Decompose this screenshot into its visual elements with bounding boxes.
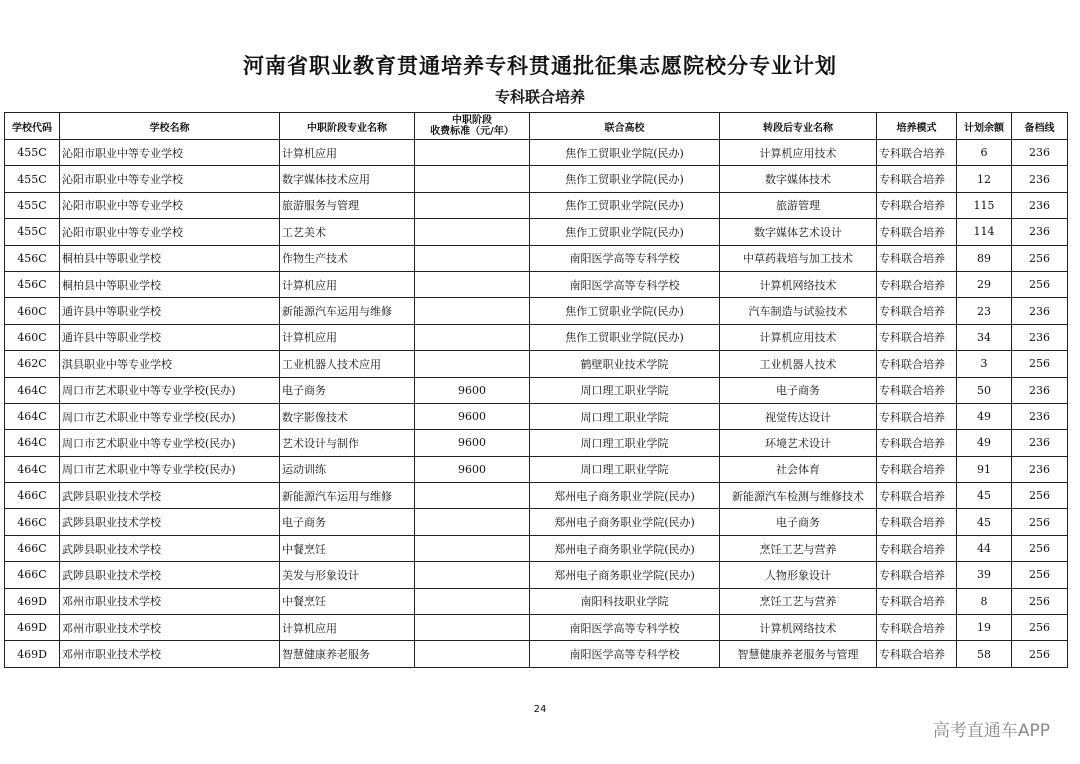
cell-school-name: 武陟县职业技术学校 — [60, 509, 280, 535]
table-row — [5, 245, 1068, 271]
cell-school-code: 460C — [5, 298, 60, 324]
table-row — [5, 403, 1068, 429]
table-row — [5, 351, 1068, 377]
cell-school-name: 桐柏县中等职业学校 — [60, 271, 280, 297]
document-title: 河南省职业教育贯通培养专科贯通批征集志愿院校分专业计划 — [243, 54, 837, 78]
header-partner: 联合高校 — [530, 113, 720, 140]
cell-after-major: 汽车制造与试验技术 — [720, 298, 877, 324]
cell-remaining: 114 — [957, 219, 1012, 245]
cell-school-code: 464C — [5, 430, 60, 456]
cell-major: 旅游服务与管理 — [280, 192, 415, 218]
cell-partner: 郑州电子商务职业学院(民办) — [530, 509, 720, 535]
cell-remaining: 34 — [957, 324, 1012, 350]
cell-major: 新能源汽车运用与维修 — [280, 298, 415, 324]
cell-remaining: 91 — [957, 456, 1012, 482]
header-line: 备档线 — [1012, 113, 1068, 140]
cell-fee — [415, 219, 530, 245]
cell-line: 236 — [1012, 430, 1068, 456]
cell-school-code: 469D — [5, 641, 60, 667]
cell-partner: 焦作工贸职业学院(民办) — [530, 192, 720, 218]
cell-mode: 专科联合培养 — [877, 192, 957, 218]
cell-mode: 专科联合培养 — [877, 377, 957, 403]
cell-school-code: 462C — [5, 351, 60, 377]
table-row — [5, 588, 1068, 614]
header-school-name: 学校名称 — [60, 113, 280, 140]
cell-fee — [415, 588, 530, 614]
cell-partner: 鹤壁职业技术学院 — [530, 351, 720, 377]
cell-school-code: 456C — [5, 271, 60, 297]
table-header-row — [5, 113, 1068, 140]
header-mode: 培养模式 — [877, 113, 957, 140]
cell-school-name: 邓州市职业技术学校 — [60, 615, 280, 641]
cell-major: 计算机应用 — [280, 271, 415, 297]
cell-partner: 焦作工贸职业学院(民办) — [530, 166, 720, 192]
cell-line: 236 — [1012, 219, 1068, 245]
cell-remaining: 115 — [957, 192, 1012, 218]
cell-partner: 南阳医学高等专科学校 — [530, 245, 720, 271]
plan-table — [4, 112, 1068, 668]
cell-school-code: 464C — [5, 377, 60, 403]
cell-major: 计算机应用 — [280, 615, 415, 641]
cell-after-major: 数字媒体艺术设计 — [720, 219, 877, 245]
cell-after-major: 电子商务 — [720, 377, 877, 403]
cell-line: 256 — [1012, 245, 1068, 271]
cell-mode: 专科联合培养 — [877, 271, 957, 297]
cell-line: 236 — [1012, 166, 1068, 192]
cell-school-name: 通许县中等职业学校 — [60, 324, 280, 350]
cell-remaining: 23 — [957, 298, 1012, 324]
cell-mode: 专科联合培养 — [877, 535, 957, 561]
cell-partner: 南阳科技职业学院 — [530, 588, 720, 614]
cell-partner: 郑州电子商务职业学院(民办) — [530, 483, 720, 509]
cell-line: 256 — [1012, 483, 1068, 509]
cell-after-major: 计算机网络技术 — [720, 615, 877, 641]
cell-major: 数字影像技术 — [280, 403, 415, 429]
cell-school-code: 466C — [5, 535, 60, 561]
cell-major: 艺术设计与制作 — [280, 430, 415, 456]
cell-after-major: 视觉传达设计 — [720, 403, 877, 429]
cell-mode: 专科联合培养 — [877, 509, 957, 535]
cell-fee — [415, 483, 530, 509]
cell-school-code: 455C — [5, 140, 60, 166]
table-row — [5, 192, 1068, 218]
cell-line: 256 — [1012, 588, 1068, 614]
cell-major: 新能源汽车运用与维修 — [280, 483, 415, 509]
cell-fee — [415, 324, 530, 350]
cell-major: 美发与形象设计 — [280, 562, 415, 588]
cell-fee: 9600 — [415, 377, 530, 403]
cell-school-name: 沁阳市职业中等专业学校 — [60, 166, 280, 192]
cell-after-major: 工业机器人技术 — [720, 351, 877, 377]
table-row — [5, 271, 1068, 297]
cell-line: 256 — [1012, 615, 1068, 641]
cell-partner: 焦作工贸职业学院(民办) — [530, 298, 720, 324]
cell-major: 运动训练 — [280, 456, 415, 482]
cell-major: 电子商务 — [280, 509, 415, 535]
watermark: 高考直通车APP — [932, 721, 1050, 741]
cell-partner: 周口理工职业学院 — [530, 377, 720, 403]
table-row — [5, 562, 1068, 588]
cell-school-code: 464C — [5, 456, 60, 482]
cell-after-major: 计算机应用技术 — [720, 140, 877, 166]
cell-fee — [415, 140, 530, 166]
table-row — [5, 509, 1068, 535]
cell-remaining: 19 — [957, 615, 1012, 641]
cell-line: 256 — [1012, 509, 1068, 535]
cell-mode: 专科联合培养 — [877, 166, 957, 192]
table-row — [5, 615, 1068, 641]
cell-major: 作物生产技术 — [280, 245, 415, 271]
cell-line: 236 — [1012, 298, 1068, 324]
cell-major: 工业机器人技术应用 — [280, 351, 415, 377]
cell-mode: 专科联合培养 — [877, 298, 957, 324]
document-subtitle: 专科联合培养 — [494, 88, 585, 106]
cell-line: 256 — [1012, 535, 1068, 561]
header-remaining: 计划余额 — [957, 113, 1012, 140]
cell-fee — [415, 245, 530, 271]
cell-school-name: 周口市艺术职业中等专业学校(民办) — [60, 456, 280, 482]
cell-fee — [415, 615, 530, 641]
cell-mode: 专科联合培养 — [877, 324, 957, 350]
table-body — [5, 140, 1068, 668]
cell-remaining: 29 — [957, 271, 1012, 297]
cell-school-name: 沁阳市职业中等专业学校 — [60, 219, 280, 245]
page-number: 24 — [533, 704, 547, 715]
table-row — [5, 641, 1068, 667]
cell-remaining: 8 — [957, 588, 1012, 614]
cell-school-name: 周口市艺术职业中等专业学校(民办) — [60, 403, 280, 429]
table-row — [5, 456, 1068, 482]
cell-remaining: 58 — [957, 641, 1012, 667]
cell-after-major: 智慧健康养老服务与管理 — [720, 641, 877, 667]
cell-school-name: 沁阳市职业中等专业学校 — [60, 192, 280, 218]
cell-partner: 周口理工职业学院 — [530, 430, 720, 456]
header-fee — [415, 113, 530, 140]
header-fee-line2: 收费标准（元/年） — [430, 126, 514, 137]
cell-major: 电子商务 — [280, 377, 415, 403]
cell-school-code: 466C — [5, 483, 60, 509]
cell-school-name: 周口市艺术职业中等专业学校(民办) — [60, 377, 280, 403]
cell-school-code: 466C — [5, 509, 60, 535]
cell-mode: 专科联合培养 — [877, 245, 957, 271]
cell-school-name: 淇县职业中等专业学校 — [60, 351, 280, 377]
cell-line: 256 — [1012, 641, 1068, 667]
cell-fee — [415, 351, 530, 377]
cell-mode: 专科联合培养 — [877, 562, 957, 588]
cell-partner: 南阳医学高等专科学校 — [530, 271, 720, 297]
cell-after-major: 环境艺术设计 — [720, 430, 877, 456]
cell-remaining: 39 — [957, 562, 1012, 588]
cell-remaining: 44 — [957, 535, 1012, 561]
cell-fee — [415, 535, 530, 561]
cell-fee — [415, 509, 530, 535]
cell-major: 计算机应用 — [280, 324, 415, 350]
cell-school-code: 466C — [5, 562, 60, 588]
cell-line: 236 — [1012, 192, 1068, 218]
cell-partner: 郑州电子商务职业学院(民办) — [530, 535, 720, 561]
cell-after-major: 人物形象设计 — [720, 562, 877, 588]
cell-partner: 焦作工贸职业学院(民办) — [530, 324, 720, 350]
table-row — [5, 430, 1068, 456]
cell-mode: 专科联合培养 — [877, 615, 957, 641]
cell-fee: 9600 — [415, 456, 530, 482]
cell-mode: 专科联合培养 — [877, 430, 957, 456]
cell-school-name: 邓州市职业技术学校 — [60, 641, 280, 667]
cell-line: 256 — [1012, 271, 1068, 297]
cell-after-major: 社会体育 — [720, 456, 877, 482]
cell-after-major: 计算机应用技术 — [720, 324, 877, 350]
cell-mode: 专科联合培养 — [877, 641, 957, 667]
cell-remaining: 45 — [957, 509, 1012, 535]
table-row — [5, 483, 1068, 509]
cell-line: 256 — [1012, 562, 1068, 588]
cell-fee — [415, 298, 530, 324]
cell-remaining: 45 — [957, 483, 1012, 509]
cell-line: 236 — [1012, 403, 1068, 429]
cell-partner: 南阳医学高等专科学校 — [530, 615, 720, 641]
cell-after-major: 旅游管理 — [720, 192, 877, 218]
cell-school-name: 武陟县职业技术学校 — [60, 535, 280, 561]
table-row — [5, 298, 1068, 324]
cell-remaining: 49 — [957, 403, 1012, 429]
cell-major: 计算机应用 — [280, 140, 415, 166]
cell-school-code: 455C — [5, 166, 60, 192]
cell-partner: 郑州电子商务职业学院(民办) — [530, 562, 720, 588]
cell-after-major: 计算机网络技术 — [720, 271, 877, 297]
cell-mode: 专科联合培养 — [877, 456, 957, 482]
cell-remaining: 89 — [957, 245, 1012, 271]
header-school-code: 学校代码 — [5, 113, 60, 140]
cell-remaining: 3 — [957, 351, 1012, 377]
cell-major: 中餐烹饪 — [280, 535, 415, 561]
cell-major: 智慧健康养老服务 — [280, 641, 415, 667]
cell-mode: 专科联合培养 — [877, 351, 957, 377]
cell-school-name: 邓州市职业技术学校 — [60, 588, 280, 614]
cell-school-code: 464C — [5, 403, 60, 429]
cell-fee — [415, 166, 530, 192]
cell-fee: 9600 — [415, 403, 530, 429]
cell-school-name: 沁阳市职业中等专业学校 — [60, 140, 280, 166]
cell-partner: 南阳医学高等专科学校 — [530, 641, 720, 667]
cell-school-name: 通许县中等职业学校 — [60, 298, 280, 324]
cell-school-code: 455C — [5, 192, 60, 218]
cell-mode: 专科联合培养 — [877, 219, 957, 245]
header-after-major: 转段后专业名称 — [720, 113, 877, 140]
cell-mode: 专科联合培养 — [877, 403, 957, 429]
cell-line: 236 — [1012, 377, 1068, 403]
cell-school-code: 455C — [5, 219, 60, 245]
cell-after-major: 烹饪工艺与营养 — [720, 588, 877, 614]
cell-major: 数字媒体技术应用 — [280, 166, 415, 192]
table-row — [5, 219, 1068, 245]
cell-school-code: 469D — [5, 588, 60, 614]
cell-fee — [415, 641, 530, 667]
cell-school-code: 460C — [5, 324, 60, 350]
table-row — [5, 377, 1068, 403]
cell-school-name: 周口市艺术职业中等专业学校(民办) — [60, 430, 280, 456]
cell-after-major: 烹饪工艺与营养 — [720, 535, 877, 561]
cell-after-major: 电子商务 — [720, 509, 877, 535]
cell-school-name: 桐柏县中等职业学校 — [60, 245, 280, 271]
cell-line: 236 — [1012, 324, 1068, 350]
cell-school-name: 武陟县职业技术学校 — [60, 562, 280, 588]
cell-major: 中餐烹饪 — [280, 588, 415, 614]
cell-school-name: 武陟县职业技术学校 — [60, 483, 280, 509]
cell-fee: 9600 — [415, 430, 530, 456]
cell-line: 236 — [1012, 140, 1068, 166]
cell-major: 工艺美术 — [280, 219, 415, 245]
table-row — [5, 324, 1068, 350]
cell-school-code: 456C — [5, 245, 60, 271]
cell-remaining: 49 — [957, 430, 1012, 456]
cell-mode: 专科联合培养 — [877, 140, 957, 166]
table-row — [5, 166, 1068, 192]
cell-line: 256 — [1012, 351, 1068, 377]
cell-after-major: 数字媒体技术 — [720, 166, 877, 192]
cell-remaining: 12 — [957, 166, 1012, 192]
cell-after-major: 中草药栽培与加工技术 — [720, 245, 877, 271]
header-major: 中职阶段专业名称 — [280, 113, 415, 140]
cell-partner: 焦作工贸职业学院(民办) — [530, 219, 720, 245]
cell-mode: 专科联合培养 — [877, 483, 957, 509]
cell-fee — [415, 192, 530, 218]
cell-mode: 专科联合培养 — [877, 588, 957, 614]
cell-remaining: 6 — [957, 140, 1012, 166]
cell-partner: 周口理工职业学院 — [530, 456, 720, 482]
cell-partner: 周口理工职业学院 — [530, 403, 720, 429]
table-row — [5, 535, 1068, 561]
cell-fee — [415, 271, 530, 297]
cell-line: 236 — [1012, 456, 1068, 482]
cell-partner: 焦作工贸职业学院(民办) — [530, 140, 720, 166]
header-fee-line1: 中职阶段 — [452, 115, 492, 126]
cell-fee — [415, 562, 530, 588]
table-row — [5, 140, 1068, 166]
cell-remaining: 50 — [957, 377, 1012, 403]
cell-school-code: 469D — [5, 615, 60, 641]
cell-after-major: 新能源汽车检测与维修技术 — [720, 483, 877, 509]
